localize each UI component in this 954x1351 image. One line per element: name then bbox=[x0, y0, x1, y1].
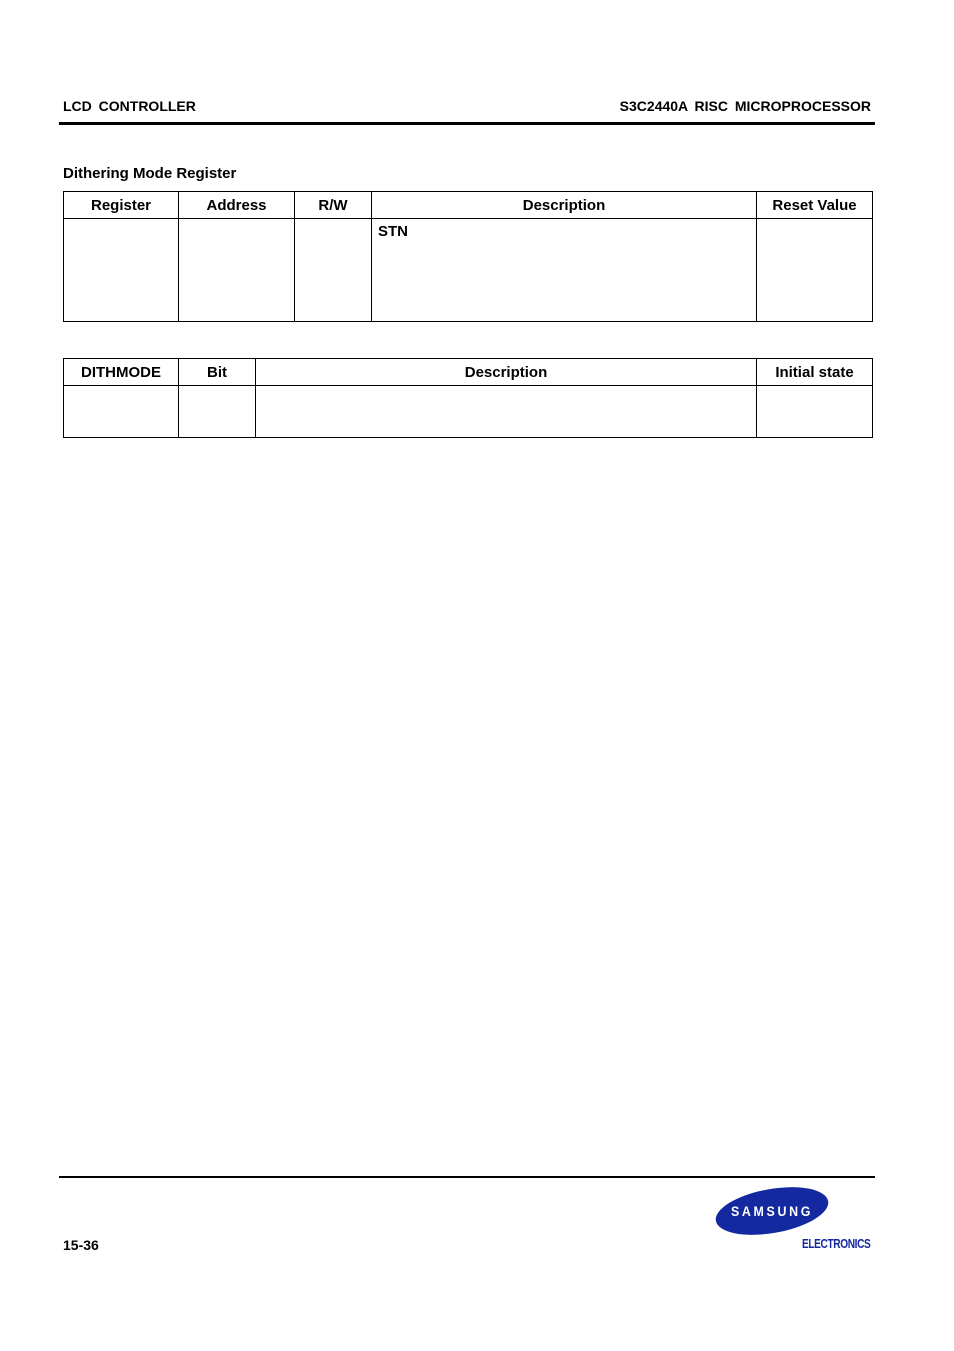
field-table-header-row bbox=[64, 359, 873, 386]
page-number: 15-36 bbox=[63, 1237, 99, 1253]
section-title: Dithering Mode Register bbox=[63, 165, 237, 182]
column-header-initial-state: Initial state bbox=[757, 359, 873, 386]
register-table bbox=[63, 191, 873, 322]
register-table-header-row bbox=[64, 192, 873, 219]
header-product-title: S3C2440A RISC MICROPROCESSOR bbox=[619, 98, 871, 114]
column-header-description: Description bbox=[372, 192, 757, 219]
header-divider bbox=[59, 122, 875, 125]
header-chapter-title: LCD CONTROLLER bbox=[63, 98, 196, 114]
description-cell bbox=[256, 386, 757, 438]
column-header-bit: Bit bbox=[179, 359, 256, 386]
electronics-wordmark: ELECTRONICS bbox=[802, 1236, 871, 1251]
column-header-address: Address bbox=[179, 192, 295, 219]
column-header-dithmode: DITHMODE bbox=[64, 359, 179, 386]
bit-cell bbox=[179, 386, 256, 438]
dithmode-cell bbox=[64, 386, 179, 438]
rw-cell bbox=[295, 219, 372, 322]
table-row bbox=[64, 219, 873, 322]
column-header-reset-value: Reset Value bbox=[757, 192, 873, 219]
description-cell bbox=[372, 219, 757, 322]
column-header-rw: R/W bbox=[295, 192, 372, 219]
reset-value-cell bbox=[757, 219, 873, 322]
address-cell bbox=[179, 219, 295, 322]
stn-label: STN bbox=[378, 223, 408, 240]
footer-divider bbox=[59, 1176, 875, 1178]
field-table bbox=[63, 358, 873, 438]
column-header-register: Register bbox=[64, 192, 179, 219]
table-row bbox=[64, 386, 873, 438]
register-cell bbox=[64, 219, 179, 322]
column-header-description: Description bbox=[256, 359, 757, 386]
initial-state-cell bbox=[757, 386, 873, 438]
samsung-logo bbox=[714, 1183, 830, 1239]
samsung-logo-text: SAMSUNG bbox=[731, 1203, 813, 1219]
